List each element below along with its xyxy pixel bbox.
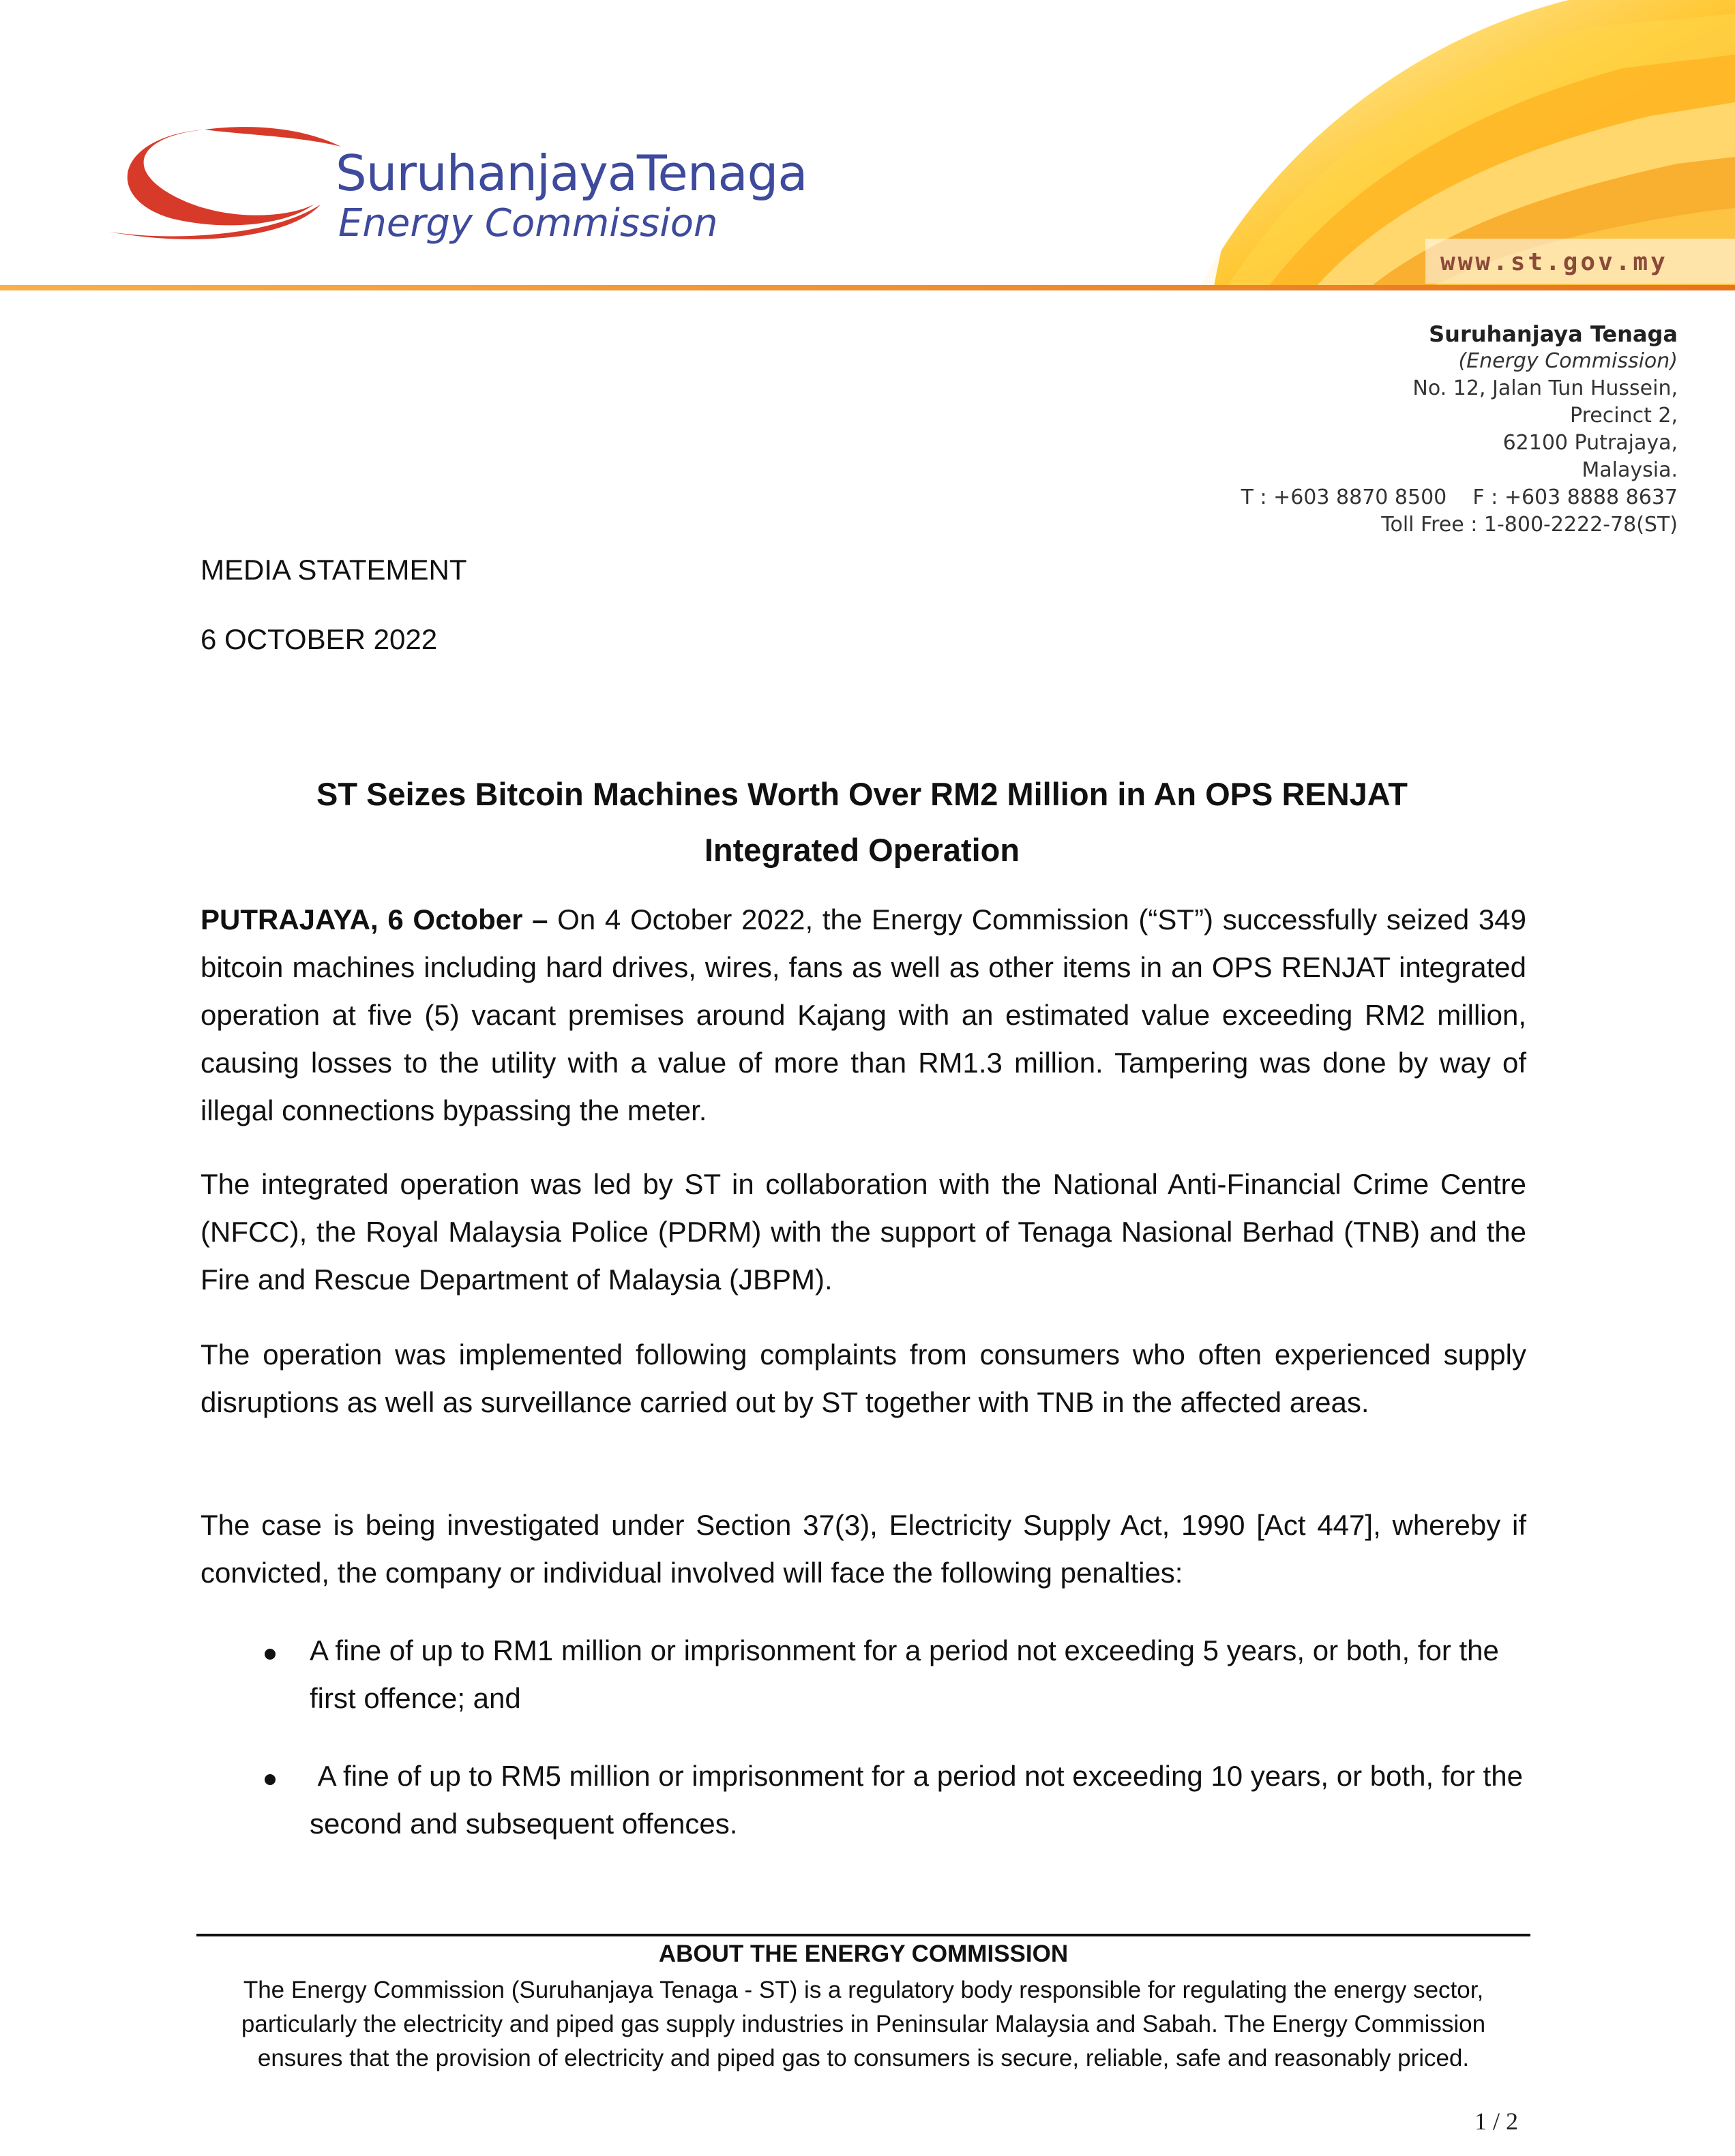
page-number: 1 / 2 [1474,2108,1519,2135]
paragraph-1-text: On 4 October 2022, the Energy Commission (“ST”) successfully seized 349 bitcoin machines including hard drives, wires, fans as well as other items in an OPS RENJAT integrated operation at five (5) vacant premises around Kajang with an estimated value exceeding RM2 million, causing losses to the utility with a value of more than RM1.3 million. Tampering was done by way of illegal connections bypassing the meter. [201,903,1527,1126]
address-phones: T : +603 8870 8500 F : +603 8888 8637 [1241,485,1678,509]
dateline: PUTRAJAYA, 6 October – [201,903,548,935]
title-line-1: ST Seizes Bitcoin Machines Worth Over RM2 Million in An OPS RENJAT [316,776,1408,812]
footer-divider [196,1934,1530,1936]
address-tollfree: Toll Free : 1-800-2222-78(ST) [1381,513,1678,537]
list-item: A fine of up to RM5 million or imprisonment for a period not exceeding 10 years, or both, for the second and subsequent offences. [310,1760,1531,1840]
list-item: A fine of up to RM1 million or imprisonment for a period not exceeding 5 years, or both, for the first offence; and [310,1634,1499,1714]
document-type: MEDIA STATEMENT [201,554,467,586]
paragraph-4: The case is being investigated under Section 37(3), Electricity Supply Act, 1990 [Act 447], whereby if convicted, the company or individual involved will face the following penalties: [201,1509,1526,1589]
logo-name-malay: SuruhanjayaTenaga [336,145,807,202]
paragraph-2: The integrated operation was led by ST in collaboration with the National Anti-Financial Crime Centre (NFCC), the Royal Malaysia Police (PDRM) with the support of Tenaga Nasional Berhad (TNB) and the Fire and Rescue Department of Malaysia (JBPM). [201,1168,1526,1296]
title-line-2: Integrated Operation [704,832,1020,868]
about-text: The Energy Commission (Suruhanjaya Tenaga - ST) is a regulatory body responsible for regulating the energy sector, particularly the electricity and piped gas supply industries in Peninsular Malaysia and Sabah. The Energy Commission ensures that the provision of electricity and piped gas to consumers is secure, reliable, safe and reasonably priced. [241,1977,1486,2071]
about-heading: ABOUT THE ENERGY COMMISSION [658,1941,1069,1967]
paragraph-3: The operation was implemented following complaints from consumers who often experienced supply disruptions as well as surveillance carried out by ST together with TNB in the affected areas. [201,1338,1526,1418]
address-line: Malaysia. [1582,458,1678,482]
address-block [1241,320,1678,539]
page-title [201,766,1524,878]
address-org: Suruhanjaya Tenaga [1429,321,1678,347]
website-link[interactable]: www.st.gov.my [1440,248,1668,276]
address-line: 62100 Putrajaya, [1502,431,1678,455]
bullet-icon [265,1774,276,1785]
logo-name-english: Energy Commission [338,201,718,245]
document-date: 6 OCTOBER 2022 [201,623,438,655]
swoosh-logo-icon [109,127,341,239]
bullet-icon [265,1649,276,1660]
paragraph-1 [201,896,1526,1135]
address-line: No. 12, Jalan Tun Hussein, [1412,376,1678,400]
address-line: Precinct 2, [1570,404,1678,428]
address-org-english: (Energy Commission) [1458,349,1678,373]
